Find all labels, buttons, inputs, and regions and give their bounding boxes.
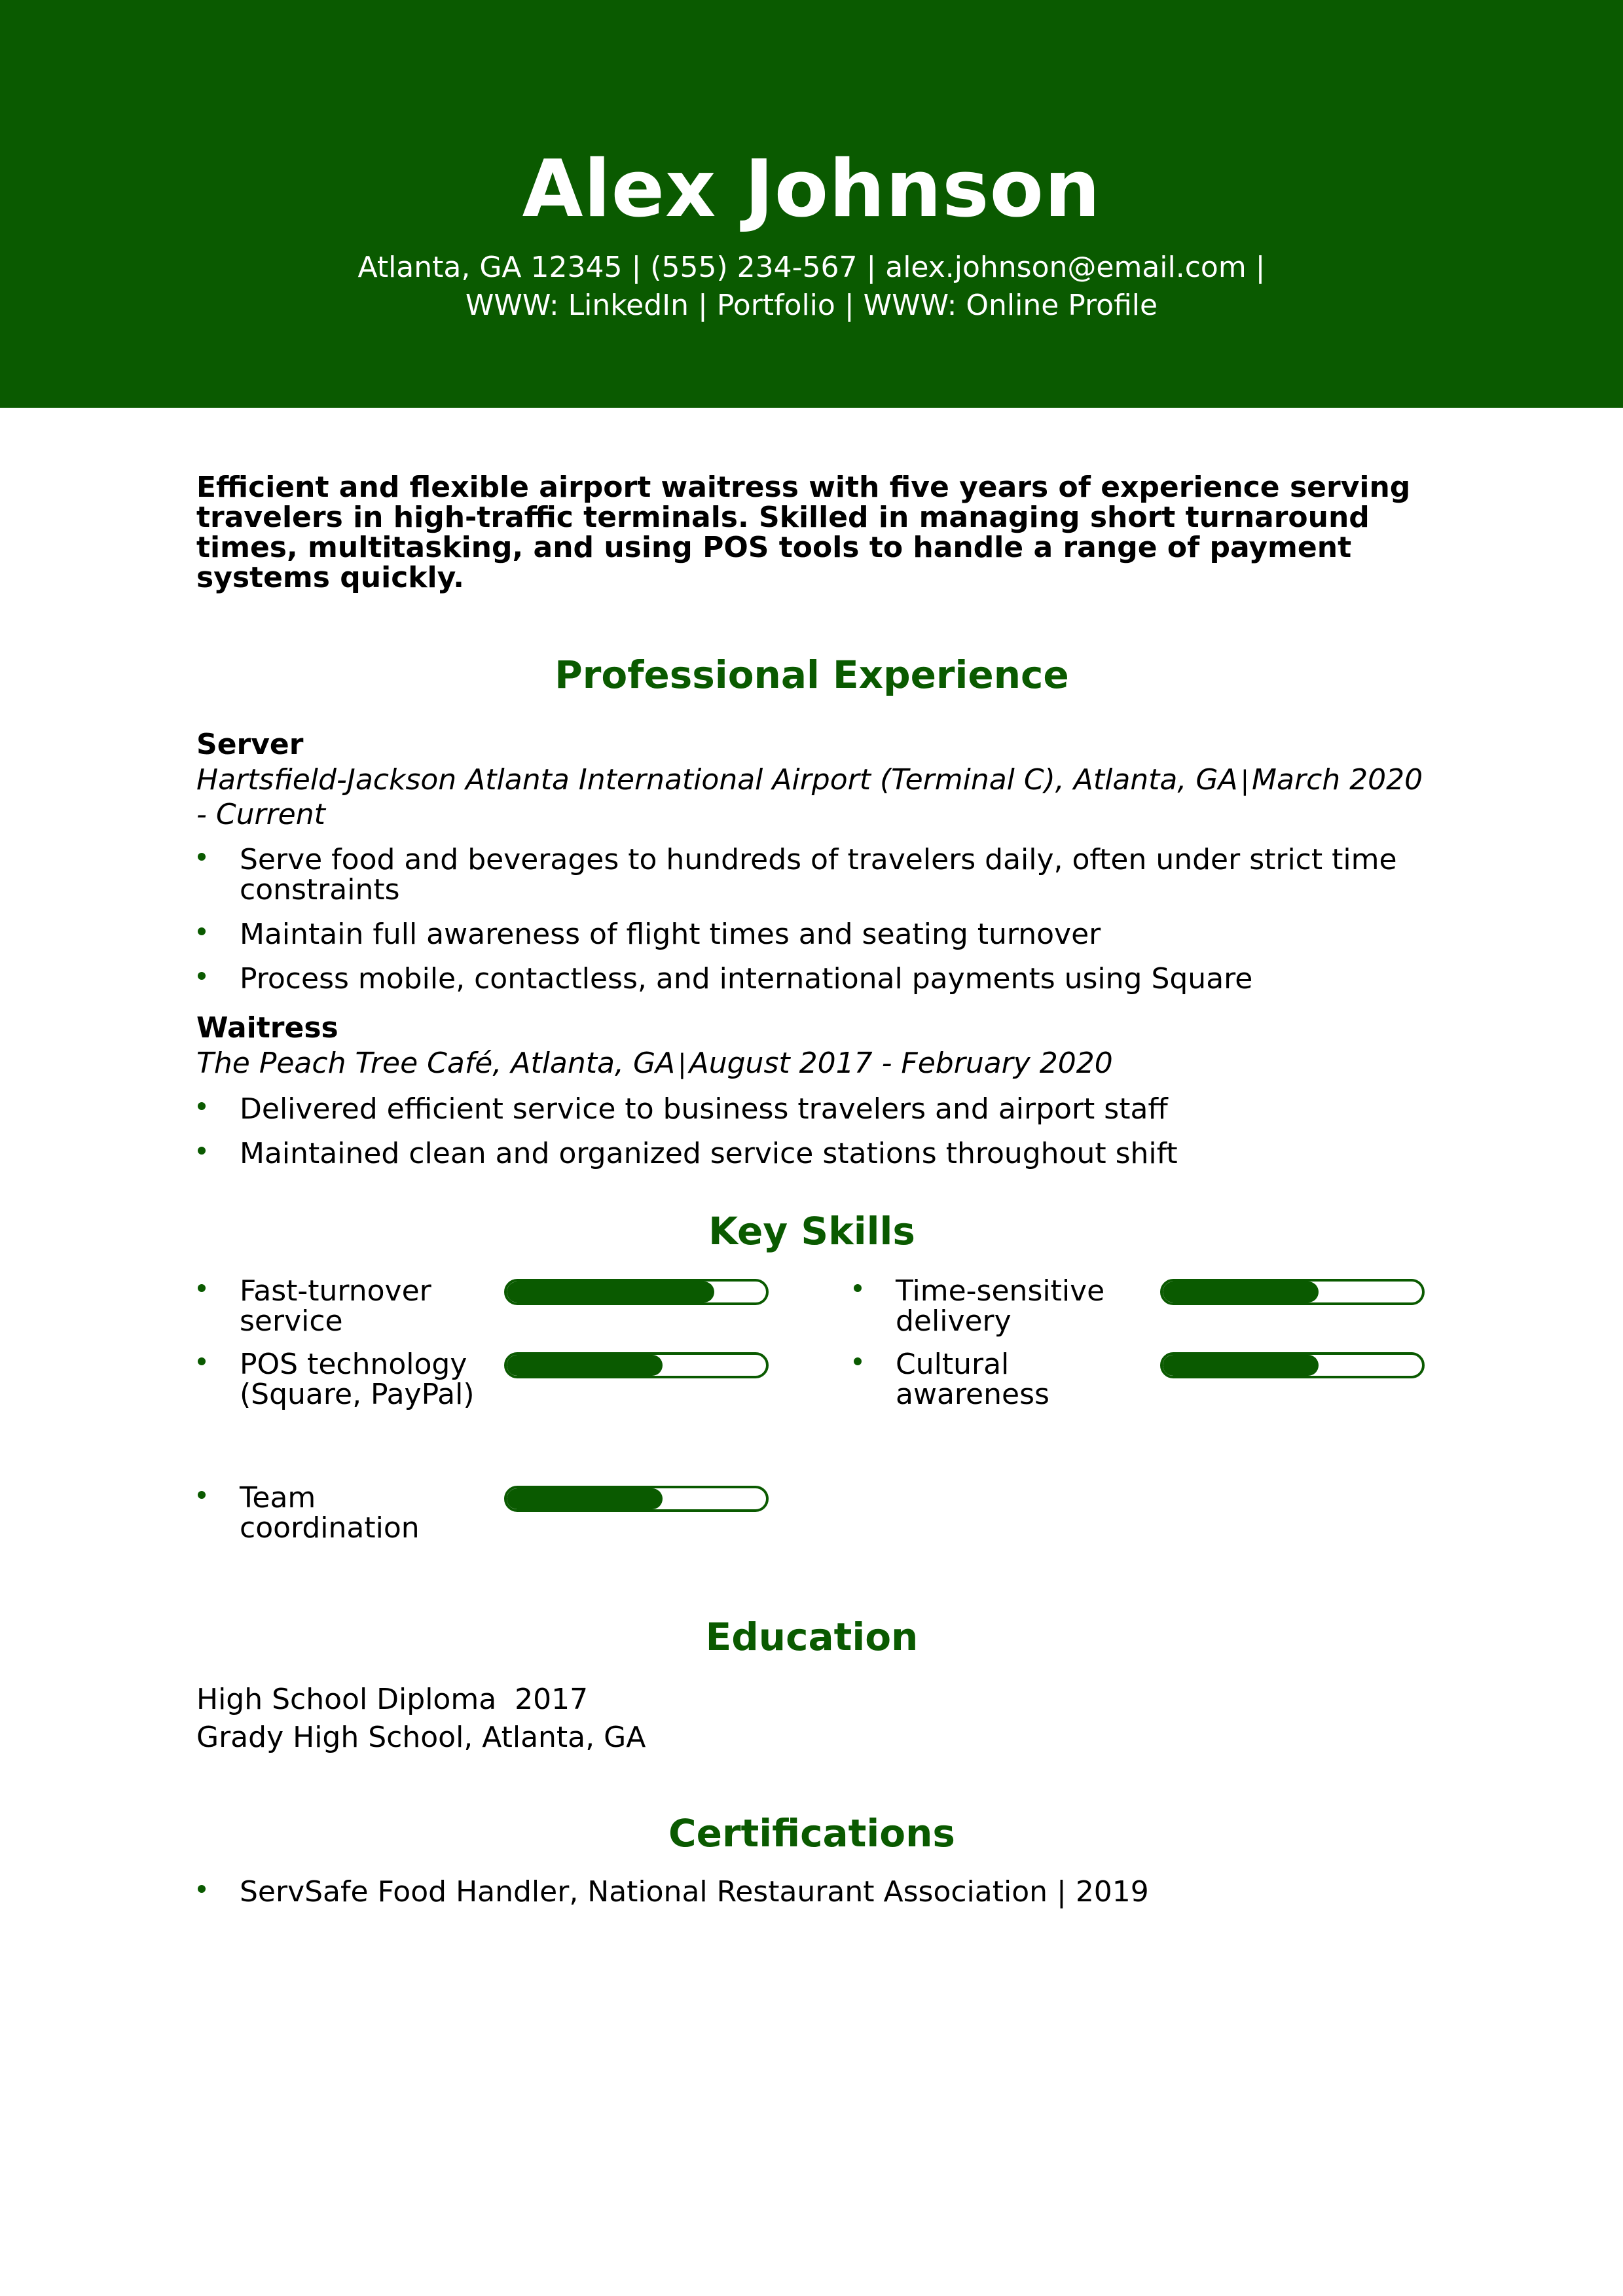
- section-title-skills: Key Skills: [708, 1209, 915, 1253]
- job-bullets: [196, 845, 1440, 994]
- candidate-name: Alex Johnson: [522, 144, 1101, 235]
- list-item: Delivered efficient service to business travelers and airport staff: [196, 1094, 1440, 1124]
- job-dates: August 2017 - February 2020: [689, 1047, 1113, 1080]
- resume-header: [0, 0, 1623, 408]
- resume-body: [196, 473, 1440, 1922]
- certification-list: [196, 1877, 1440, 1907]
- skill-bar-fill: [507, 1488, 663, 1509]
- list-item: Serve food and beverages to hundreds of travelers daily, often under strict time constraints: [196, 845, 1440, 905]
- skill-bar-fill: [1163, 1355, 1319, 1376]
- list-item: Maintained clean and organized service stations throughout shift: [196, 1139, 1440, 1169]
- bullet-icon: [854, 1284, 862, 1292]
- bullet-icon: [198, 1357, 206, 1365]
- skill-bar: [504, 1352, 769, 1378]
- bullet-icon: [198, 1284, 206, 1292]
- job-bullets: [196, 1094, 1440, 1169]
- list-item: Maintain full awareness of flight times and seating turnover: [196, 920, 1440, 950]
- section-title-education: Education: [705, 1615, 919, 1659]
- bullet-icon: [198, 1102, 206, 1110]
- skill-label: Fast-turnover service: [240, 1274, 431, 1338]
- skill-label: Time-sensitive delivery: [896, 1274, 1105, 1338]
- skills-grid: [196, 1276, 1440, 1558]
- job-dates: March 2020 - Current: [196, 763, 1423, 831]
- graduation-year: 2017: [515, 1683, 589, 1716]
- skill-label: Team coordination: [240, 1481, 420, 1545]
- school: Grady High School, Atlanta, GA: [196, 1721, 646, 1754]
- job-employer: The Peach Tree Café, Atlanta, GA: [196, 1047, 676, 1080]
- education-entry: [196, 1681, 1440, 1757]
- skill-bar: [1160, 1352, 1425, 1378]
- skill-bar-fill: [1163, 1282, 1319, 1302]
- separator: |: [1240, 766, 1250, 796]
- job-entry: [196, 726, 1440, 994]
- job-employer: Hartsfield-Jackson Atlanta International Airport (Terminal C), Atlanta, GA: [196, 763, 1238, 797]
- contact-info: [0, 249, 1623, 325]
- section-title-experience: Professional Experience: [555, 653, 1069, 697]
- education-degree-line: [196, 1681, 1440, 1719]
- bullet-icon: [198, 1147, 206, 1155]
- contact-line-1: Atlanta, GA 12345 | (555) 234-567 | alex.johnson@email.com |: [357, 251, 1266, 284]
- bullet-icon: [198, 927, 206, 935]
- bullet-icon: [198, 853, 206, 861]
- skill-bar-fill: [507, 1282, 714, 1302]
- list-item: Process mobile, contactless, and international payments using Square: [196, 964, 1440, 994]
- skill-bar: [1160, 1279, 1425, 1305]
- skill-label: POS technology (Square, PayPal): [240, 1348, 475, 1411]
- skill-bar: [504, 1279, 769, 1305]
- job-entry: [196, 1010, 1440, 1169]
- bullet-icon: [198, 1491, 206, 1499]
- skill-bar-fill: [507, 1355, 663, 1376]
- skill-bar: [504, 1486, 769, 1512]
- bullet-icon: [854, 1357, 862, 1365]
- job-meta: [196, 1047, 1440, 1081]
- bullet-icon: [198, 972, 206, 980]
- separator: |: [678, 1049, 687, 1079]
- section-title-certifications: Certifications: [668, 1811, 955, 1856]
- job-title: Server: [196, 728, 304, 761]
- professional-summary: Efficient and flexible airport waitress with five years of experience serving travelers in high-traffic terminals. Skilled in managing short turnaround times, multitasking, and using POS tools to handle a range of payment systems quickly.: [196, 471, 1411, 594]
- job-title: Waitress: [196, 1011, 338, 1045]
- job-meta: [196, 763, 1440, 832]
- list-item: ServSafe Food Handler, National Restaurant Association | 2019: [196, 1877, 1440, 1907]
- skill-label: Cultural awareness: [896, 1348, 1049, 1411]
- contact-line-2: WWW: LinkedIn | Portfolio | WWW: Online Profile: [465, 289, 1158, 322]
- degree: High School Diploma: [196, 1683, 497, 1716]
- bullet-icon: [198, 1885, 206, 1893]
